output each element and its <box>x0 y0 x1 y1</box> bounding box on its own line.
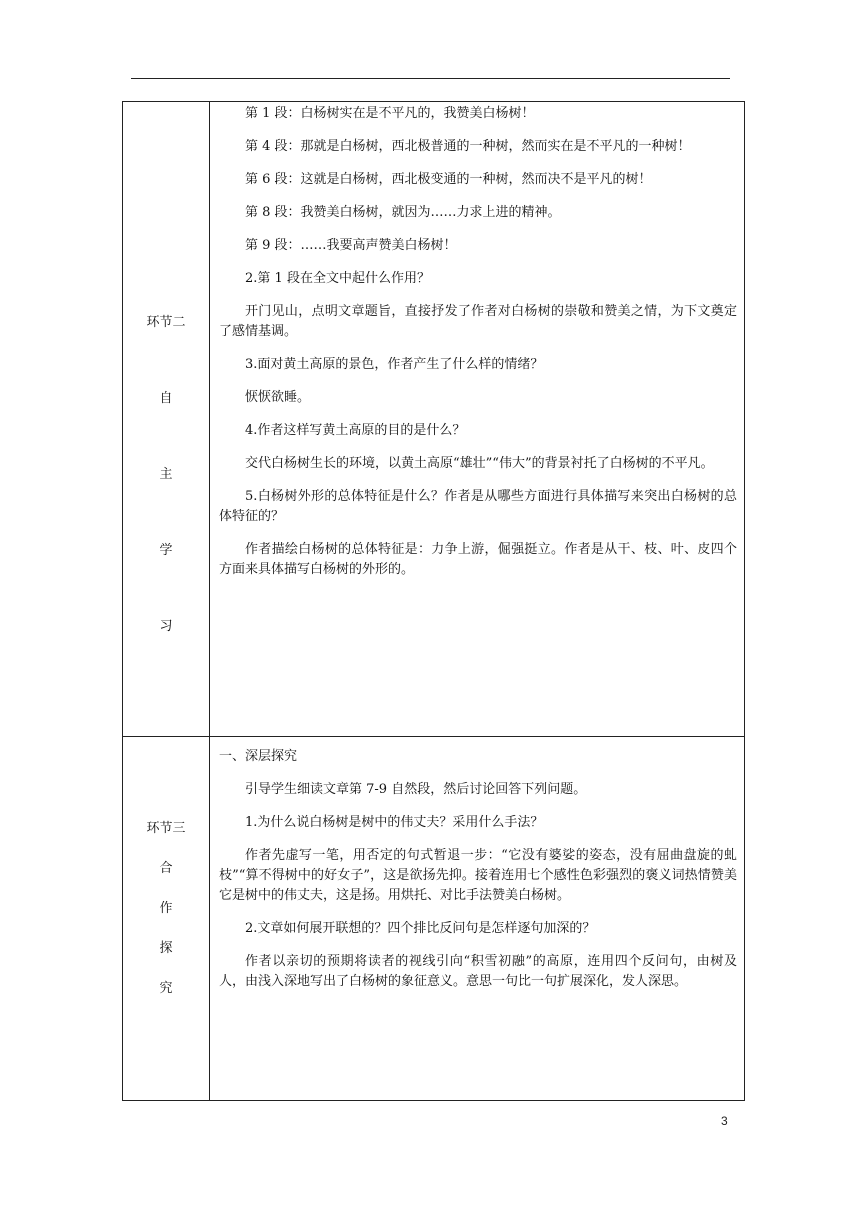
question-paragraph: 2.第 1 段在全文中起什么作用？ <box>245 271 430 286</box>
section-label-cell <box>123 737 210 1101</box>
content-paragraph: 第 6 段：这就是白杨树，西北极变通的一种树，然而决不是平凡的树！ <box>245 172 652 187</box>
section-content <box>210 102 744 580</box>
answer-paragraph: 恹恹欲睡。 <box>245 390 311 405</box>
question-paragraph: 1.为什么说白杨树是树中的伟丈夫？采用什么手法？ <box>245 815 544 830</box>
content-paragraph: 第 8 段：我赞美白杨树，就因为……力求上进的精神。 <box>245 205 561 220</box>
section-label-title: 环节二 <box>146 315 186 330</box>
content-paragraph: 第 4 段：那就是白杨树，西北极普通的一种树，然而实在是不平凡的一种树！ <box>245 139 691 154</box>
section-label-cell <box>123 102 210 737</box>
section-heading: 一、深层探究 <box>219 749 298 764</box>
section-content <box>210 737 744 992</box>
answer-paragraph: 作者以亲切的预期将读者的视线引向“积雪初融”的高原，连用四个反问句，由树及人，由浅入深地写出了白杨树的象征意义。意思一句比一句扩展深化，发人深思。 <box>219 954 737 989</box>
section-label <box>123 737 209 997</box>
content-paragraph: 第 1 段：白杨树实在是不平凡的，我赞美白杨树！ <box>245 106 535 121</box>
section-label-char: 作 <box>159 901 173 916</box>
section-label-char: 学 <box>159 543 173 558</box>
table-row <box>123 737 745 1101</box>
section-content-cell <box>210 102 745 737</box>
section-label-char: 合 <box>159 861 173 876</box>
answer-paragraph: 开门见山，点明文章题旨，直接抒发了作者对白杨树的崇敬和赞美之情，为下文奠定了感情基调。 <box>219 304 737 339</box>
table-row <box>123 102 745 737</box>
section-content-cell <box>210 737 745 1101</box>
answer-paragraph: 作者先虚写一笔，用否定的句式暂退一步：“它没有婆娑的姿态，没有屈曲盘旋的虬枝”“算不得树中的好女子”，这是欲扬先抑。接着连用七个感性色彩强烈的褒义词热情赞美它是树中的伟丈夫，这是扬。用烘托、对比手法赞美白杨树。 <box>219 848 737 903</box>
answer-paragraph: 作者描绘白杨树的总体特征是：力争上游，倔强挺立。作者是从干、枝、叶、皮四个方面来具体描写白杨树的外形的。 <box>219 542 737 577</box>
question-paragraph: 3.面对黄土高原的景色，作者产生了什么样的情绪？ <box>245 357 544 372</box>
question-paragraph: 5.白杨树外形的总体特征是什么？作者是从哪些方面进行具体描写来突出白杨树的总体特征的？ <box>219 489 737 524</box>
section-label <box>123 102 209 635</box>
page-number: 3 <box>721 1114 728 1128</box>
section-label-char: 究 <box>159 981 173 996</box>
section-label-char: 主 <box>159 467 173 482</box>
question-paragraph: 2.文章如何展开联想的？四个排比反问句是怎样逐句加深的？ <box>245 921 596 936</box>
section-label-char: 习 <box>159 619 173 634</box>
content-paragraph: 第 9 段：……我要高声赞美白杨树！ <box>245 238 457 253</box>
section-label-char: 自 <box>159 391 173 406</box>
lesson-table <box>122 101 745 1101</box>
content-paragraph: 引导学生细读文章第 7-9 自然段，然后讨论回答下列问题。 <box>245 782 587 797</box>
section-label-char: 探 <box>159 941 173 956</box>
question-paragraph: 4.作者这样写黄土高原的目的是什么？ <box>245 423 466 438</box>
section-label-title: 环节三 <box>146 821 186 836</box>
header-rule <box>131 78 730 79</box>
answer-paragraph: 交代白杨树生长的环境，以黄土高原“雄壮”“伟大”的背景衬托了白杨树的不平凡。 <box>245 456 714 471</box>
